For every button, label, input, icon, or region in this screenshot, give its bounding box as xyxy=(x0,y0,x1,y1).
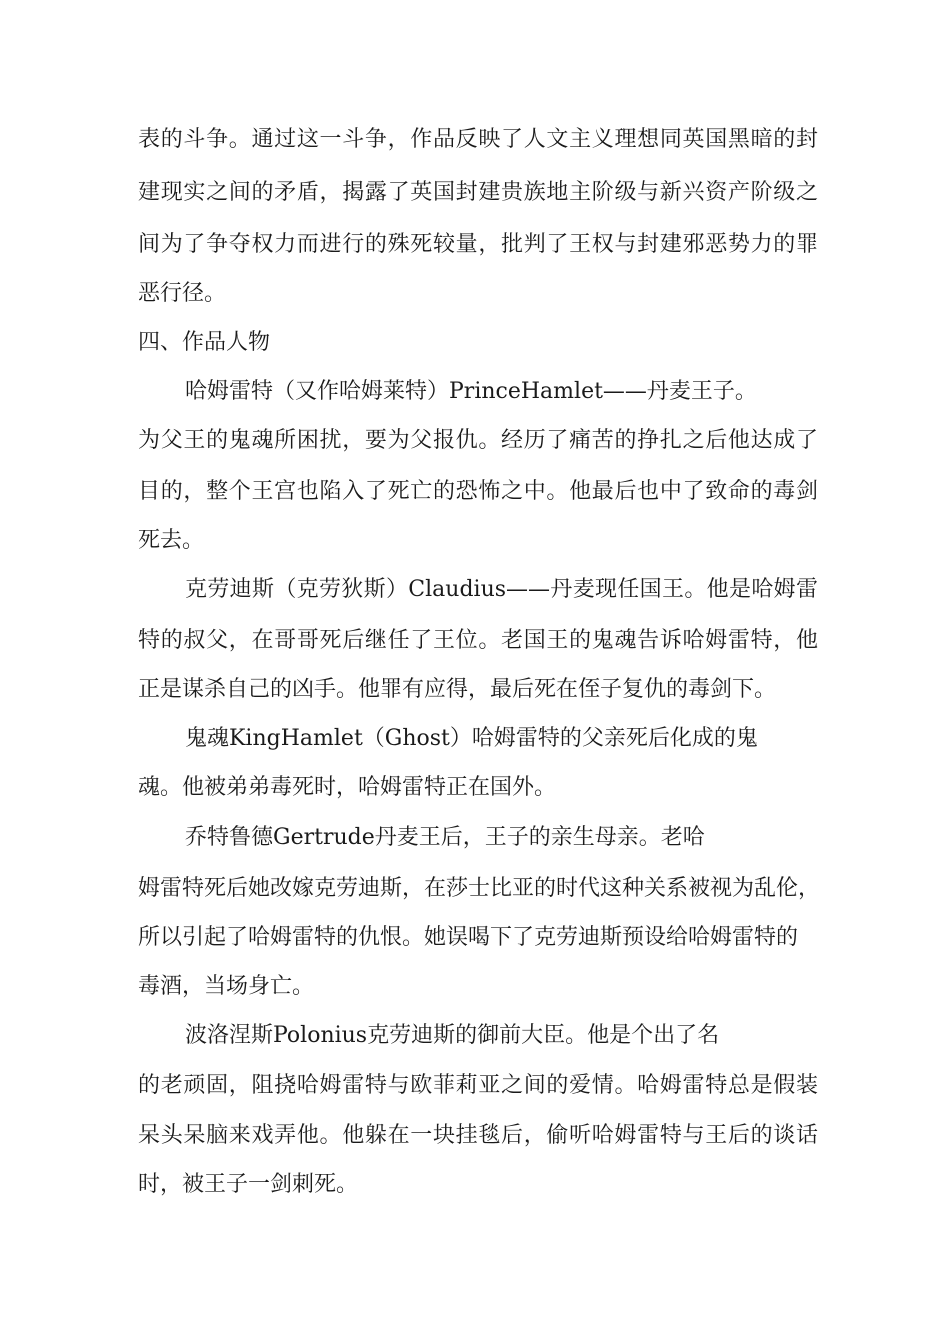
text-line: 目的，整个王宫也陷入了死亡的恐怖之中。他最后也中了致命的毒剑 xyxy=(138,479,818,504)
text-line: 恶行径。 xyxy=(138,281,227,306)
text-line: 时，被王子一剑刺死。 xyxy=(138,1172,359,1197)
text-line: 表的斗争。通过这一斗争，作品反映了人文主义理想同英国黑暗的封 xyxy=(138,127,818,152)
text-line: 所以引起了哈姆雷特的仇恨。她误喝下了克劳迪斯预设给哈姆雷特的 xyxy=(138,925,799,950)
text-line: 毒酒，当场身亡。 xyxy=(138,974,315,999)
text-line: 为父王的鬼魂所困扰，要为父报仇。经历了痛苦的挣扎之后他达成了 xyxy=(138,428,818,453)
text-line: 哈姆雷特（又作哈姆莱特）PrinceHamlet——丹麦王子。 xyxy=(185,379,757,404)
text-line: 鬼魂KingHamlet（Ghost）哈姆雷特的父亲死后化成的鬼 xyxy=(185,726,758,751)
text-line: 间为了争夺权力而进行的殊死较量，批判了王权与封建邪恶势力的罪 xyxy=(138,232,818,257)
text-line: 波洛涅斯Polonius克劳迪斯的御前大臣。他是个出了名 xyxy=(185,1023,720,1048)
text-line: 乔特鲁德Gertrude丹麦王后，王子的亲生母亲。老哈 xyxy=(185,825,705,850)
text-line: 特的叔父，在哥哥死后继任了王位。老国王的鬼魂告诉哈姆雷特，他 xyxy=(138,628,818,653)
text-line: 姆雷特死后她改嫁克劳迪斯，在莎士比亚的时代这种关系被视为乱伦， xyxy=(138,876,821,901)
text-line: 魂。他被弟弟毒死时，哈姆雷特正在国外。 xyxy=(138,775,557,800)
text-line: 正是谋杀自己的凶手。他罪有应得，最后死在侄子复仇的毒剑下。 xyxy=(138,677,777,702)
section-heading: 四、作品人物 xyxy=(138,330,271,355)
text-line: 克劳迪斯（克劳狄斯）Claudius——丹麦现任国王。他是哈姆雷 xyxy=(185,577,818,602)
text-line: 呆头呆脑来戏弄他。他躲在一块挂毯后，偷听哈姆雷特与王后的谈话 xyxy=(138,1123,818,1148)
text-line: 的老顽固，阻挠哈姆雷特与欧菲莉亚之间的爱情。哈姆雷特总是假装 xyxy=(138,1073,818,1098)
text-line: 建现实之间的矛盾，揭露了英国封建贵族地主阶级与新兴资产阶级之 xyxy=(138,180,818,205)
text-line: 死去。 xyxy=(138,528,205,553)
